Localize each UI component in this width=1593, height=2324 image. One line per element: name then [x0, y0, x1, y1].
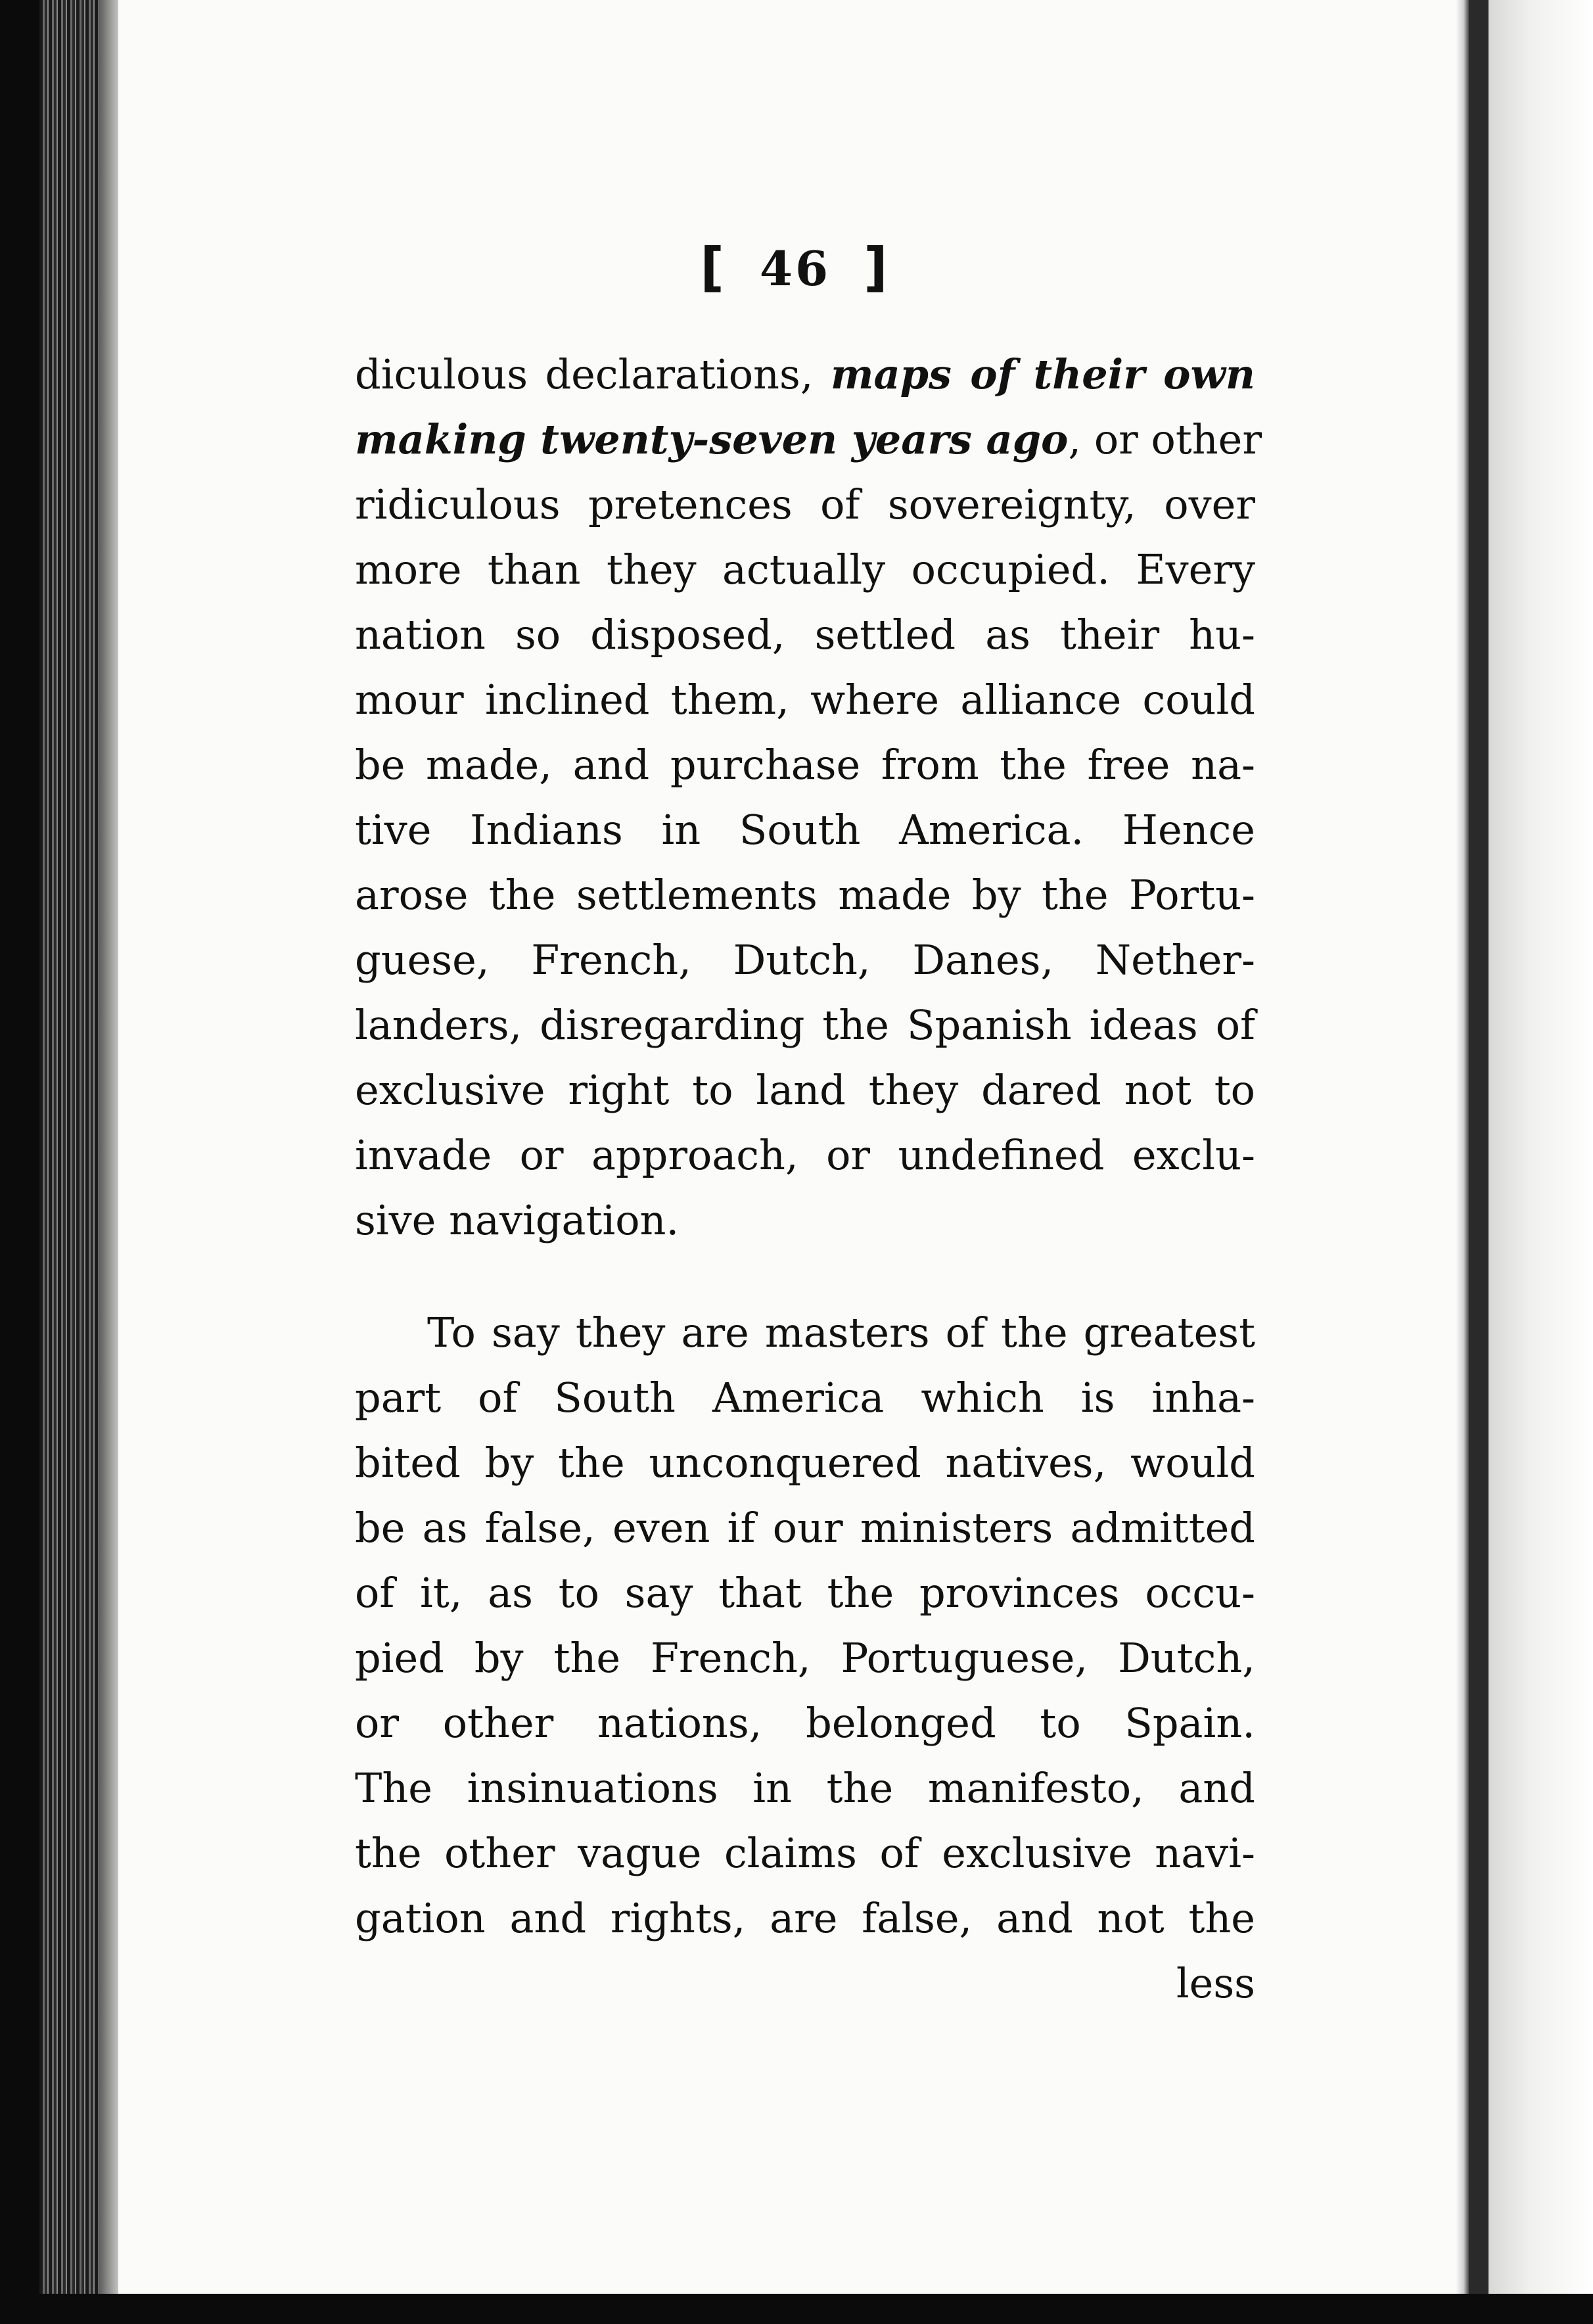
- text-line: or other nations, belonged to Spain.: [355, 1699, 1255, 1747]
- text-line: tive Indians in South America. Hence: [355, 806, 1255, 854]
- text-line: more than they actually occupied. Every: [355, 546, 1255, 593]
- text-line: part of South America which is inha-: [355, 1374, 1255, 1422]
- text-line: The insinuations in the manifesto, and: [355, 1764, 1255, 1812]
- text-line: of it, as to say that the provinces occu-: [355, 1569, 1255, 1617]
- paragraph-gap: [355, 1253, 1255, 1300]
- text-line: be as false, even if our ministers admitted: [355, 1504, 1255, 1552]
- text-line: nation so disposed, settled as their hu-: [355, 611, 1255, 659]
- right-page-edge: [1456, 0, 1469, 2324]
- page-header: [657, 237, 933, 298]
- header-bracket-open: [: [700, 237, 727, 298]
- paragraph-1: [355, 342, 1262, 1253]
- text-line: sive navigation.: [355, 1196, 680, 1244]
- bottom-scan-edge: [0, 2294, 1593, 2324]
- text-line: invade or approach, or undefined exclu-: [355, 1131, 1255, 1179]
- right-page-shadow: [1469, 0, 1489, 2324]
- text-line: making twenty-seven years ago, or other: [355, 415, 1262, 463]
- text-line: arose the settlements made by the Portu-: [355, 871, 1255, 919]
- text-line: diculous declarations, maps of their own: [355, 350, 1255, 398]
- text-line: gation and rights, are false, and not the: [355, 1894, 1255, 1942]
- text-line: exclusive right to land they dared not to: [355, 1066, 1255, 1114]
- header-bracket-close: ]: [864, 237, 890, 298]
- text-line: ridiculous pretences of sovereignty, over: [355, 480, 1255, 528]
- text-line: be made, and purchase from the free na-: [355, 741, 1255, 789]
- paragraph-2: [355, 1300, 1255, 2016]
- facing-page-strip: [1489, 0, 1593, 2324]
- text-line: landers, disregarding the Spanish ideas of: [355, 1001, 1255, 1049]
- page-number: 46: [759, 241, 831, 296]
- catchword: less: [1176, 1959, 1255, 2007]
- text-line: pied by the French, Portuguese, Dutch,: [355, 1634, 1255, 1682]
- body-text: [355, 342, 1262, 2016]
- text-line: guese, French, Dutch, Danes, Nether-: [355, 936, 1255, 984]
- text-line: mour inclined them, where alliance could: [355, 676, 1255, 724]
- text-line: the other vague claims of exclusive navi-: [355, 1829, 1255, 1877]
- text-line: bited by the unconquered natives, would: [355, 1439, 1255, 1487]
- text-line: To say they are masters of the greatest: [427, 1309, 1255, 1357]
